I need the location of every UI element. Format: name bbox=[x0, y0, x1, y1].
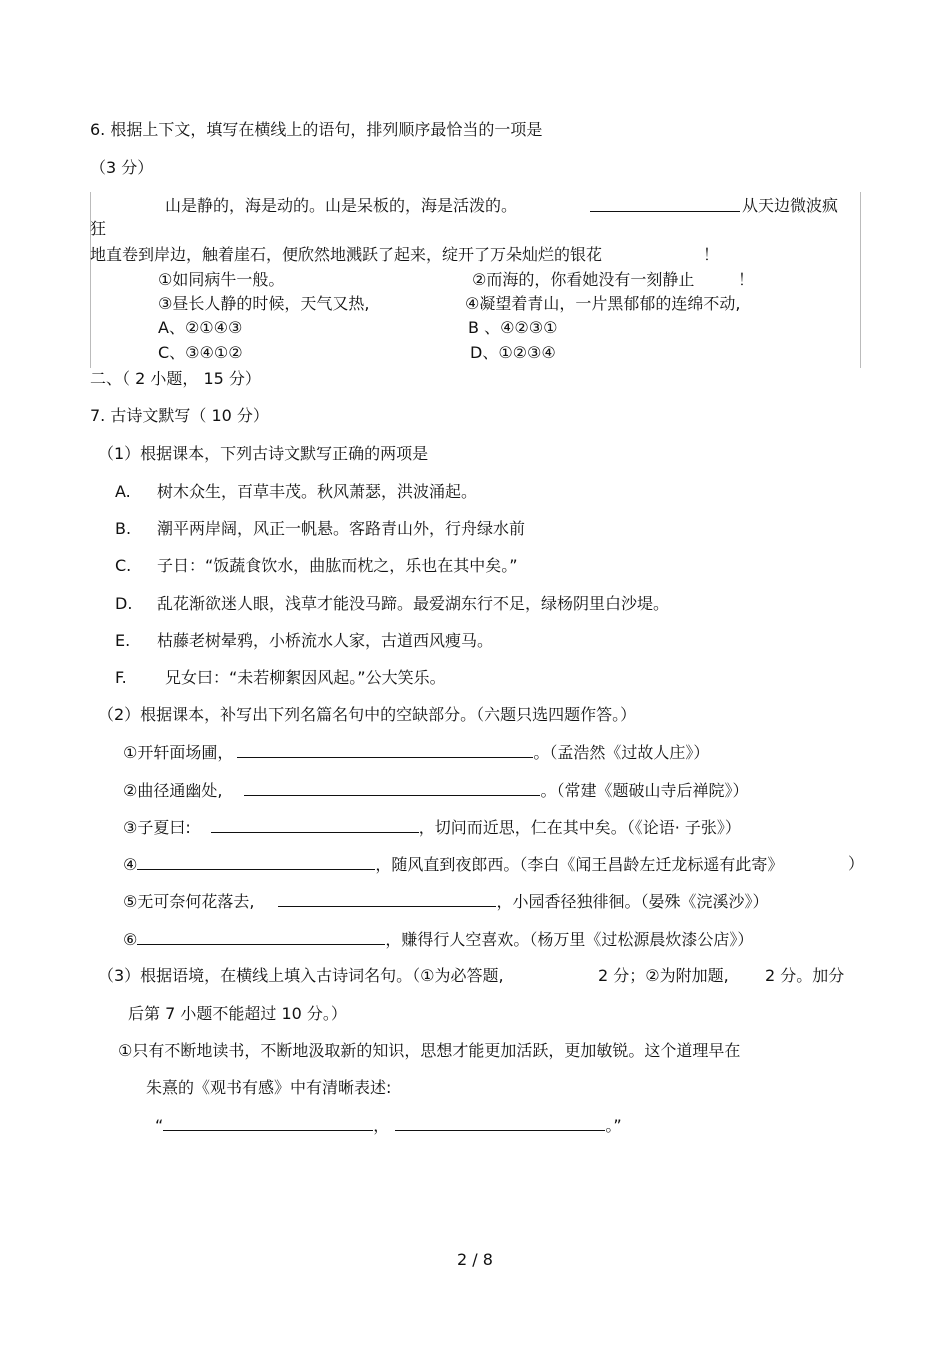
fill-2 bbox=[123, 780, 748, 801]
fill-4-prefix: ④ bbox=[123, 855, 138, 874]
quote-blank-2[interactable] bbox=[395, 1115, 605, 1131]
q6-sentence-4: ④凝望着青山，一片黑郁郁的连绵不动, bbox=[465, 294, 741, 313]
q7-title: 7. 古诗文默写（ 10 分） bbox=[90, 406, 269, 425]
section-2-heading: 二、（ 2 小题， 15 分） bbox=[90, 369, 261, 388]
q6-passage-a: 山是静的，海是动的。山是呆板的，海是活泼的。 bbox=[165, 196, 518, 215]
fill-5 bbox=[123, 891, 768, 912]
fill-1-suffix: 。（孟浩然《过故人庄》） bbox=[533, 743, 710, 762]
fill-3 bbox=[123, 817, 741, 838]
q7-part2-title: （2）根据课本，补写出下列名篇名句中的空缺部分。（六题只选四题作答。） bbox=[98, 705, 637, 724]
q7-item-text: 子日：“饭蔬食饮水，曲肱而枕之，乐也在其中矣。” bbox=[157, 556, 518, 575]
fill-3-suffix: ，切问而近思，仁在其中矣。（《论语· 子张》） bbox=[418, 818, 741, 837]
q7-item-letter[interactable]: A. bbox=[115, 482, 131, 501]
q6-passage-e: ！ bbox=[703, 245, 720, 264]
fill-5-suffix: ，小园香径独徘徊。（晏殊《浣溪沙》） bbox=[496, 892, 769, 911]
q7-item-text: 乱花渐欲迷人眼，浅草才能没马蹄。最爱湖东行不足，绿杨阴里白沙堤。 bbox=[157, 594, 670, 613]
q6-option-d[interactable]: D、①②③④ bbox=[470, 343, 556, 362]
fill-1 bbox=[123, 742, 709, 763]
q7-part3-q1-line2: 朱熹的《观书有感》中有清晰表述: bbox=[146, 1078, 392, 1097]
fill-3-prefix: ③子夏曰: bbox=[123, 818, 191, 837]
quote-answer-line bbox=[155, 1115, 622, 1136]
q7-item-letter[interactable]: E. bbox=[115, 631, 131, 650]
q6-answer-blank[interactable] bbox=[590, 196, 740, 217]
q7-item-text: 树木众生，百草丰茂。秋风萧瑟，洪波涌起。 bbox=[157, 482, 478, 501]
q6-option-b[interactable]: B 、④②③① bbox=[468, 318, 558, 337]
fill-2-blank[interactable] bbox=[244, 780, 540, 796]
fill-3-blank[interactable] bbox=[211, 817, 419, 833]
q7-part3-line2: 后第 7 小题不能超过 10 分。） bbox=[128, 1004, 347, 1023]
fill-6-suffix: ，赚得行人空喜欢。（杨万里《过松源晨炊漆公店》） bbox=[385, 930, 754, 949]
q7-item-letter[interactable]: F. bbox=[115, 668, 127, 687]
q7-part3-q1-line1: ①只有不断地读书，不断地汲取新的知识，思想才能更加活跃，更加敏锐。这个道理早在 bbox=[118, 1041, 741, 1060]
q7-item-text: 潮平两岸阔，风正一帆悬。客路青山外，行舟绿水前 bbox=[157, 519, 526, 538]
q7-item-letter[interactable]: D. bbox=[115, 594, 133, 613]
q7-part3-line1b: 2 分；②为附加题, bbox=[598, 966, 729, 985]
fill-4-close: ） bbox=[848, 854, 865, 873]
q7-item-letter[interactable]: B. bbox=[115, 519, 132, 538]
q7-item-letter[interactable]: C. bbox=[115, 556, 132, 575]
fill-5-prefix: ⑤无可奈何花落去, bbox=[123, 892, 255, 911]
q7-part3-line1a: （3）根据语境，在横线上填入古诗词名句。（①为必答题, bbox=[98, 966, 504, 985]
q7-item-text: 兄女曰：“未若柳絮因风起。”公大笑乐。 bbox=[165, 668, 446, 687]
fill-6-prefix: ⑥ bbox=[123, 930, 138, 949]
quote-open: “ bbox=[155, 1116, 164, 1135]
fill-1-blank[interactable] bbox=[237, 742, 533, 758]
fill-5-blank[interactable] bbox=[278, 891, 496, 907]
fill-6-blank[interactable] bbox=[137, 929, 385, 945]
box-right-border bbox=[860, 192, 861, 368]
quote-blank-1[interactable] bbox=[163, 1115, 373, 1131]
fill-4-blank[interactable] bbox=[137, 854, 375, 870]
q6-option-c[interactable]: C、③④①② bbox=[158, 343, 243, 362]
quote-close: 。” bbox=[605, 1116, 622, 1135]
q6-sentence-1: ①如同病牛一般。 bbox=[158, 270, 285, 289]
fill-4 bbox=[123, 854, 783, 875]
fill-1-prefix: ①开轩面场圃， bbox=[123, 743, 234, 762]
q6-passage-c: 狂 bbox=[90, 219, 107, 238]
q7-item-text: 枯藤老树晕鸦，小桥流水人家，古道西风瘦马。 bbox=[157, 631, 494, 650]
q6-sentence-2: ②而海的，你看她没有一刻静止 bbox=[472, 270, 695, 289]
q6-score: （3 分） bbox=[90, 158, 154, 177]
q6-passage-b: 从天边微波疯 bbox=[742, 196, 839, 215]
fill-4-suffix: ，随风直到夜郎西。（李白《闻王昌龄左迁龙标遥有此寄》 bbox=[375, 855, 784, 874]
q6-passage-d: 地直卷到岸边，触着崖石，便欣然地溅跃了起来，绽开了万朵灿烂的银花 bbox=[90, 245, 603, 264]
q6-option-a[interactable]: A、②①④③ bbox=[158, 318, 243, 337]
quote-comma: ， bbox=[373, 1116, 390, 1135]
q7-part1-title: （1）根据课本，下列古诗文默写正确的两项是 bbox=[98, 444, 429, 463]
q7-part3-line1c: 2 分。加分 bbox=[765, 966, 845, 985]
fill-6 bbox=[123, 929, 753, 950]
q6-sentence-2-end: ！ bbox=[738, 270, 755, 289]
fill-2-prefix: ②曲径通幽处, bbox=[123, 781, 223, 800]
page-number: 2 / 8 bbox=[457, 1250, 493, 1269]
q6-sentence-3: ③昼长人静的时候，天气又热, bbox=[158, 294, 370, 313]
fill-2-suffix: 。（常建《题破山寺后禅院》） bbox=[540, 781, 749, 800]
q6-title: 6. 根据上下文，填写在横线上的语句，排列顺序最恰当的一项是 bbox=[90, 120, 543, 139]
